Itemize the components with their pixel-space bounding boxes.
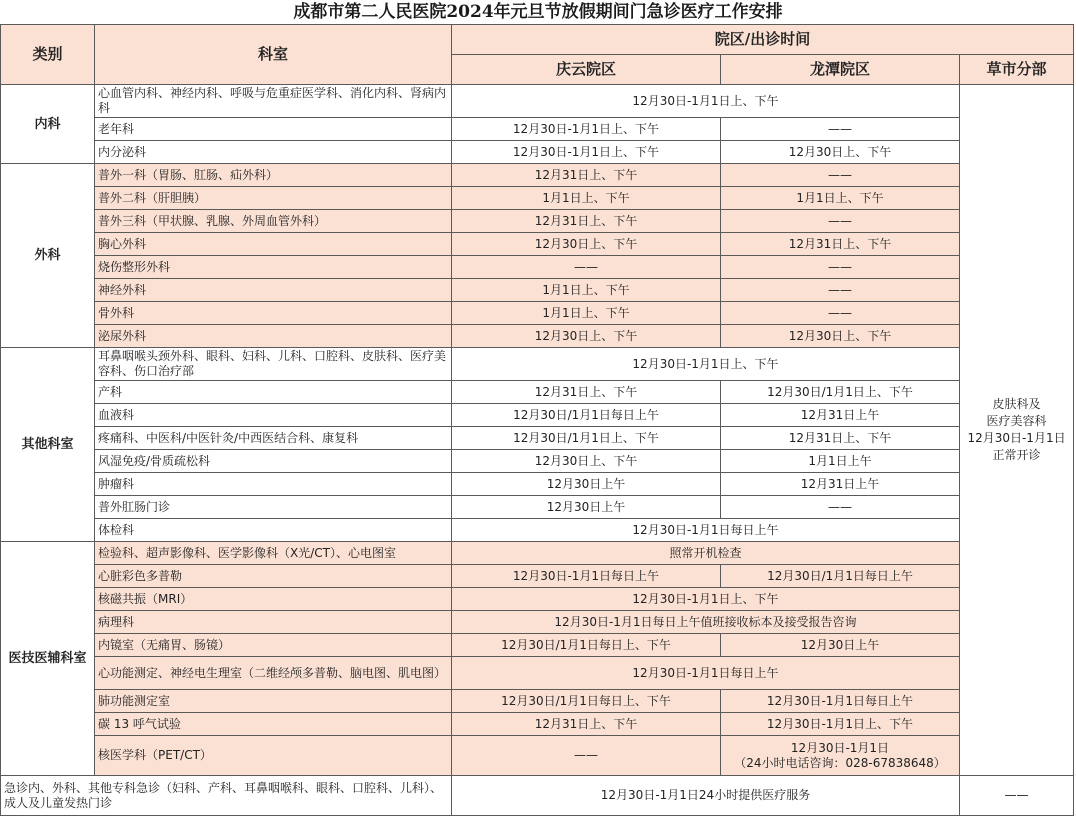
caoshi-note-line: 12月30日-1月1日: [967, 431, 1066, 445]
dept-cell: 普外肛肠门诊: [95, 496, 452, 519]
longtan-cell: [721, 736, 960, 776]
qingyun-cell: 12月30日上、下午: [452, 233, 721, 256]
qingyun-cell: 12月30日上、下午: [452, 325, 721, 348]
header-caoshi: 草市分部: [960, 55, 1074, 85]
qingyun-cell: 1月1日上、下午: [452, 187, 721, 210]
dept-cell: 疼痛科、中医科/中医针灸/中西医结合科、康复科: [95, 427, 452, 450]
qingyun-cell: 12月30日上午: [452, 473, 721, 496]
dept-cell: 心功能测定、神经电生理室（二维经颅多普勒、脑电图、肌电图）: [95, 657, 452, 690]
longtan-cell: 12月30日-1月1日每日上午: [721, 690, 960, 713]
schedule-cell: 12月30日-1月1日上、下午: [452, 348, 960, 381]
longtan-cell: 12月31日上午: [721, 473, 960, 496]
dept-cell: 老年科: [95, 118, 452, 141]
table-row: [1, 588, 1074, 611]
schedule-cell: 12月30日-1月1日每日上午: [452, 657, 960, 690]
longtan-cell: 12月30日上、下午: [721, 325, 960, 348]
qingyun-cell: 12月31日上、下午: [452, 164, 721, 187]
caoshi-note-line: 皮肤科及: [992, 397, 1041, 411]
qingyun-cell: 1月1日上、下午: [452, 302, 721, 325]
header-longtan: 龙潭院区: [721, 55, 960, 85]
dept-cell: 体检科: [95, 519, 452, 542]
longtan-cell: ——: [721, 210, 960, 233]
header-category: 类别: [1, 25, 95, 85]
category-qita: 其他科室: [1, 348, 95, 542]
qingyun-cell: 1月1日上、下午: [452, 279, 721, 302]
longtan-cell: ——: [721, 164, 960, 187]
table-row: [1, 736, 1074, 776]
schedule-cell: 12月30日-1月1日上、下午: [452, 588, 960, 611]
qingyun-cell: ——: [452, 736, 721, 776]
dept-cell: 普外二科（肝胆胰）: [95, 187, 452, 210]
table-row: [1, 381, 1074, 404]
longtan-cell-line: 12月30日-1月1日: [790, 740, 890, 755]
dept-cell: 血液科: [95, 404, 452, 427]
qingyun-cell: 12月31日上、下午: [452, 713, 721, 736]
qingyun-cell: 12月30日/1月1日每日上午: [452, 404, 721, 427]
table-row: [1, 657, 1074, 690]
table-row: [1, 713, 1074, 736]
qingyun-cell: 12月31日上、下午: [452, 210, 721, 233]
header-campus-time: 院区/出诊时间: [452, 25, 1074, 55]
caoshi-note: [960, 85, 1074, 776]
table-row: [1, 325, 1074, 348]
category-waike: 外科: [1, 164, 95, 348]
table-row: [1, 210, 1074, 233]
dept-cell: 病理科: [95, 611, 452, 634]
dept-cell: 骨外科: [95, 302, 452, 325]
dept-cell: 普外一科（胃肠、肛肠、疝外科）: [95, 164, 452, 187]
schedule-table: [0, 24, 1074, 816]
dept-cell: 心脏彩色多普勒: [95, 565, 452, 588]
dept-cell: 检验科、超声影像科、医学影像科（X光/CT）、心电图室: [95, 542, 452, 565]
dept-cell: 心血管内科、神经内科、呼吸与危重症医学科、消化内科、肾病内科: [95, 85, 452, 118]
dept-cell: 风湿免疫/骨质疏松科: [95, 450, 452, 473]
qingyun-cell: 12月30日/1月1日上、下午: [452, 427, 721, 450]
dept-cell: 内分泌科: [95, 141, 452, 164]
table-row: [1, 450, 1074, 473]
table-row: [1, 690, 1074, 713]
longtan-cell: 12月30日上午: [721, 634, 960, 657]
caoshi-note-line: 医疗美容科: [986, 414, 1047, 428]
schedule-cell: 12月30日-1月1日每日上午: [452, 519, 960, 542]
table-row: [1, 85, 1074, 118]
table-row: [1, 233, 1074, 256]
table-row: [1, 565, 1074, 588]
category-yiji: 医技医辅科室: [1, 542, 95, 776]
dept-cell: 内镜室（无痛胃、肠镜）: [95, 634, 452, 657]
header-row: [1, 25, 1074, 55]
longtan-cell: 12月30日/1月1日每日上午: [721, 565, 960, 588]
emergency-schedule-cell: 12月30日-1月1日24小时提供医疗服务: [452, 776, 960, 816]
emergency-row: [1, 776, 1074, 816]
longtan-cell: ——: [721, 302, 960, 325]
table-row: [1, 542, 1074, 565]
qingyun-cell: ——: [452, 256, 721, 279]
caoshi-note-line: 正常开诊: [992, 448, 1041, 462]
schedule-cell: 照常开机检查: [452, 542, 960, 565]
dept-cell: 泌尿外科: [95, 325, 452, 348]
longtan-cell: 12月31日上、下午: [721, 427, 960, 450]
emergency-dept-cell: 急诊内、外科、其他专科急诊（妇科、产科、耳鼻咽喉科、眼科、口腔科、儿科）、成人及儿童发热门诊: [1, 776, 452, 816]
longtan-cell: 12月30日-1月1日上、下午: [721, 713, 960, 736]
dept-cell: 核医学科（PET/CT）: [95, 736, 452, 776]
dept-cell: 耳鼻咽喉头颈外科、眼科、妇科、儿科、口腔科、皮肤科、医疗美容科、伤口治疗部: [95, 348, 452, 381]
dept-cell: 烧伤整形外科: [95, 256, 452, 279]
longtan-cell: ——: [721, 256, 960, 279]
emergency-caoshi-cell: ——: [960, 776, 1074, 816]
longtan-cell: ——: [721, 118, 960, 141]
qingyun-cell: 12月30日上午: [452, 496, 721, 519]
qingyun-cell: 12月30日-1月1日每日上午: [452, 565, 721, 588]
qingyun-cell: 12月30日/1月1日每日上、下午: [452, 634, 721, 657]
longtan-cell: 12月30日上、下午: [721, 141, 960, 164]
dept-cell: 碳 13 呼气试验: [95, 713, 452, 736]
table-row: [1, 496, 1074, 519]
table-row: [1, 302, 1074, 325]
longtan-cell: ——: [721, 279, 960, 302]
longtan-cell: 12月30日/1月1日上、下午: [721, 381, 960, 404]
dept-cell: 肺功能测定室: [95, 690, 452, 713]
table-row: [1, 256, 1074, 279]
longtan-cell: 12月31日上午: [721, 404, 960, 427]
table-row: [1, 164, 1074, 187]
table-row: [1, 187, 1074, 210]
dept-cell: 肿瘤科: [95, 473, 452, 496]
table-row: [1, 634, 1074, 657]
longtan-cell-note: （24小时电话咨询：028-67838648）: [734, 755, 946, 770]
dept-cell: 神经外科: [95, 279, 452, 302]
dept-cell: 核磁共振（MRI）: [95, 588, 452, 611]
schedule-cell: 12月30日-1月1日上、下午: [452, 85, 960, 118]
table-row: [1, 473, 1074, 496]
table-row: [1, 427, 1074, 450]
category-neike: 内科: [1, 85, 95, 164]
table-row: [1, 279, 1074, 302]
qingyun-cell: 12月31日上、下午: [452, 381, 721, 404]
longtan-cell: 1月1日上午: [721, 450, 960, 473]
table-row: [1, 141, 1074, 164]
dept-cell: 产科: [95, 381, 452, 404]
dept-cell: 普外三科（甲状腺、乳腺、外周血管外科）: [95, 210, 452, 233]
longtan-cell: 1月1日上、下午: [721, 187, 960, 210]
table-row: [1, 348, 1074, 381]
longtan-cell: ——: [721, 496, 960, 519]
dept-cell: 胸心外科: [95, 233, 452, 256]
table-row: [1, 404, 1074, 427]
qingyun-cell: 12月30日-1月1日上、下午: [452, 118, 721, 141]
qingyun-cell: 12月30日-1月1日上、下午: [452, 141, 721, 164]
header-department: 科室: [95, 25, 452, 85]
table-row: [1, 118, 1074, 141]
table-row: [1, 611, 1074, 634]
header-qingyun: 庆云院区: [452, 55, 721, 85]
table-row: [1, 519, 1074, 542]
longtan-cell: 12月31日上、下午: [721, 233, 960, 256]
qingyun-cell: 12月30日/1月1日每日上、下午: [452, 690, 721, 713]
qingyun-cell: 12月30日上、下午: [452, 450, 721, 473]
page-title: 成都市第二人民医院2024年元旦节放假期间门急诊医疗工作安排: [293, 2, 783, 22]
schedule-cell: 12月30日-1月1日每日上午值班接收标本及接受报告咨询: [452, 611, 960, 634]
